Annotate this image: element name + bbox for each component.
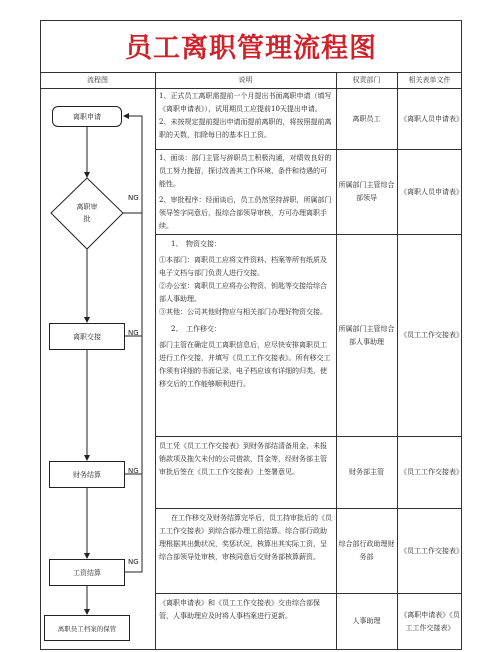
header-flow: 流程图: [87, 76, 108, 84]
row3-department: 所属部门主管综合部人事助理: [338, 324, 395, 346]
row5-description: [159, 512, 333, 564]
ng-label: NG: [128, 194, 139, 202]
row3-desc-p4: ③其他：公司其他财物应与相关部门办理好物资交接。: [159, 308, 327, 316]
flow-step-label: 离职审批: [76, 203, 98, 223]
row1-desc-p2: 2、未按规定提前提出申请而提前离职的，将按照提前离职的天数，扣除每日的基本日工资。: [159, 118, 332, 139]
row5-department: 综合部行政助理财务部: [338, 540, 395, 561]
row6-department: 人事助理: [352, 617, 381, 625]
row2-form: 《离职人员申请表》: [400, 187, 463, 196]
flow-step-leave-application: 离职申请: [52, 106, 122, 127]
row3-desc-p1: 1、 物资交接：: [171, 240, 221, 248]
row4-form: 《员工工作交接表》: [400, 468, 463, 476]
flow-step-finance-settlement: 财务结算: [49, 461, 125, 488]
flow-step-handover: 离职交接: [49, 323, 125, 350]
row4-description: [159, 440, 333, 479]
row1-desc-p1: 1、正式员工离职需提前一个月提出书面离职申请（填写《离职申请表》），试用期员工应提前10天提出申请。: [159, 92, 332, 113]
row4-desc-p1: 员工凭《员工工作交接表》到财务部结清备用金、未报销款项及拖欠未付的公司借款，罚金等，经财务部主管审批后签在《员工工作交接表》上签署意见。: [159, 442, 327, 476]
header-forms: 相关表单文件: [408, 76, 451, 84]
row2-description: [159, 152, 333, 233]
ng-label: NG: [128, 329, 139, 337]
row1-department: 离职员工: [352, 114, 381, 123]
row2-desc-p2: 2、审批程序：经面谈后，员工仍然坚持辞职，所属部门领导签字同意后，报综合部领导审核，方可办理离职手续。: [159, 196, 332, 230]
header-description: 说明: [238, 76, 253, 84]
row6-desc-p1: 《离职申请表》和《员工工作交接表》交由综合部保管，人事助理应及时将人事档案进行更新。: [159, 599, 320, 620]
row5-form: 《员工工作交接表》: [400, 546, 463, 555]
row3-desc-p2: ①本部门：离职员工应将文件资料、档案等所有纸质及电子文档与部门负责人进行交接。: [159, 256, 327, 277]
row3-desc-p5: 2、 工作移交：: [171, 325, 221, 333]
row2-desc-p1: 1、面谈：部门主管与辞职员工积极沟通，对绩效良好的员工努力挽留，探讨改善其工作环境、条件和待遇的可能性。: [159, 154, 332, 188]
row5-desc-p1: 在工作移交及财务结算完毕后，员工持审批后的《员工工作交接表》到综合部办理工资结算。综合部行政助理根据其出勤状况，奖惩状况，核算出其实际工资，呈综合部领导处审核，审核同意后交财务部核算薪资。: [159, 514, 332, 561]
row1-form: 《离职人员申请表》: [400, 114, 463, 123]
ng-label: NG: [128, 467, 139, 475]
page-title: 员工离职管理流程图: [125, 33, 377, 64]
row3-description: [159, 238, 333, 391]
flow-step-leave-approval: [62, 200, 112, 226]
row2-department: 所属部门主管综合部领导: [338, 181, 395, 202]
row3-form: 《员工工作交接表》: [400, 331, 463, 339]
flow-step-salary-settlement: 工资结算: [49, 559, 125, 586]
row3-desc-p3: ②办公室：离职员工应将办公物资、钥匙等交接给综合部人事助理。: [159, 282, 327, 303]
row6-description: [159, 597, 333, 623]
row1-description: [159, 90, 333, 142]
row4-department: 财务部主管: [349, 468, 384, 476]
flow-step-archive: 离职员工档案的保管: [44, 615, 130, 641]
ng-label: NG: [128, 558, 139, 566]
header-department: 权责部门: [352, 76, 381, 84]
row6-form: 《离职申请表》《员工工作交接表》: [400, 610, 460, 632]
row3-desc-p6: 部门主管在确定员工离职信息后，应尽快安排离职员工进行工作交接，并填写《员工工作交接表》。所有移交工作须有详细的书面记录，电子档应该有详细的归类，使移交后的工作能够顺利进行。: [159, 341, 331, 388]
